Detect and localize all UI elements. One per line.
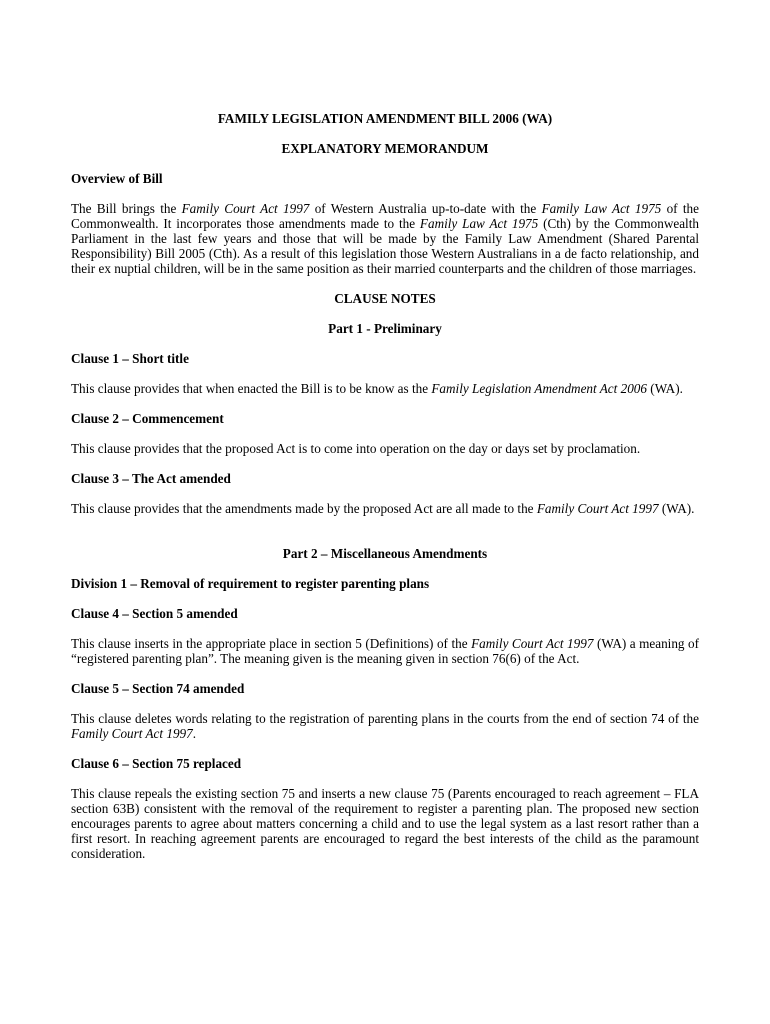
clause4-text — [71, 636, 699, 666]
overview-act-2: Family Law Act 1975 — [541, 201, 662, 216]
clause4-heading: Clause 4 – Section 5 amended — [71, 606, 238, 621]
clause5-text-2: . — [192, 726, 197, 741]
overview-text-1: The Bill brings the — [71, 201, 182, 216]
document-subtitle: EXPLANATORY MEMORANDUM — [281, 141, 489, 156]
part1-heading: Part 1 - Preliminary — [328, 321, 442, 336]
clause4-act: Family Court Act 1997 — [471, 636, 594, 651]
division1-heading: Division 1 – Removal of requirement to register parenting plans — [71, 576, 430, 591]
clause6-heading: Clause 6 – Section 75 replaced — [71, 756, 242, 771]
clause3-text-1: This clause provides that the amendments made by the proposed Act are all made to the — [71, 501, 537, 516]
clause3-text — [71, 501, 699, 516]
clause1-text-1: This clause provides that when enacted the Bill is to be know as the — [71, 381, 432, 396]
clause4-text-1: This clause inserts in the appropriate place in section 5 (Definitions) of the — [71, 636, 472, 651]
clause6-text: This clause repeals the existing section 75 and inserts a new clause 75 (Parents encouraged to reach agreement – FLA section 63B) consistent with the removal of the requirement to register a parenting plan. The proposed new section encourages parents to agree about matters concerning a child and to use the legal system as a last resort rather than a first resort. In reaching agreement parents are encouraged to regard the best interests of the child as the paramount consideration. — [71, 786, 699, 861]
part2-heading: Part 2 – Miscellaneous Amendments — [282, 546, 488, 561]
overview-text-4: (Cth) by the Commonwealth Parliament in the last few years and those that will be made by the Family Law Amendment (Shared Parental Responsibility) Bill 2005 (Cth). As a result of this legislation those Western Australians in a de facto relationship, and their ex nuptial children, will be in the same position as their married counterparts and the children of those marriages. — [71, 216, 699, 276]
clause3-heading: Clause 3 – The Act amended — [71, 471, 231, 486]
clause2-text: This clause provides that the proposed Act is to come into operation on the day or days set by proclamation. — [71, 441, 641, 456]
overview-heading: Overview of Bill — [71, 171, 163, 186]
clause-notes-heading: CLAUSE NOTES — [334, 291, 436, 306]
clause2-heading: Clause 2 – Commencement — [71, 411, 224, 426]
clause5-act: Family Court Act 1997 — [71, 726, 193, 741]
clause1-heading: Clause 1 – Short title — [71, 351, 189, 366]
clause3-act: Family Court Act 1997 — [536, 501, 659, 516]
clause4-text-2: (WA) a meaning of “registered parenting plan”. The meaning given is the meaning given in section 76(6) of the Act. — [71, 636, 700, 666]
clause1-act: Family Legislation Amendment Act 2006 — [431, 381, 647, 396]
document-title: FAMILY LEGISLATION AMENDMENT BILL 2006 (WA) — [217, 111, 553, 126]
clause1-text-2: (WA). — [647, 381, 683, 396]
clause5-text — [71, 711, 699, 741]
overview-act-3: Family Law Act 1975 — [419, 216, 539, 231]
overview-paragraph — [71, 201, 699, 276]
overview-text-2: of Western Australia up-to-date with the — [309, 201, 542, 216]
clause3-text-2: (WA). — [658, 501, 695, 516]
clause5-heading: Clause 5 – Section 74 amended — [71, 681, 245, 696]
clause1-text — [71, 381, 699, 396]
document-page — [71, 111, 699, 876]
overview-text-3: of the Commonwealth. It incorporates those amendments made to the — [71, 201, 699, 231]
overview-act-1: Family Court Act 1997 — [181, 201, 310, 216]
clause5-text-1: This clause deletes words relating to the registration of parenting plans in the courts from the end of section 74 of the — [71, 711, 699, 726]
